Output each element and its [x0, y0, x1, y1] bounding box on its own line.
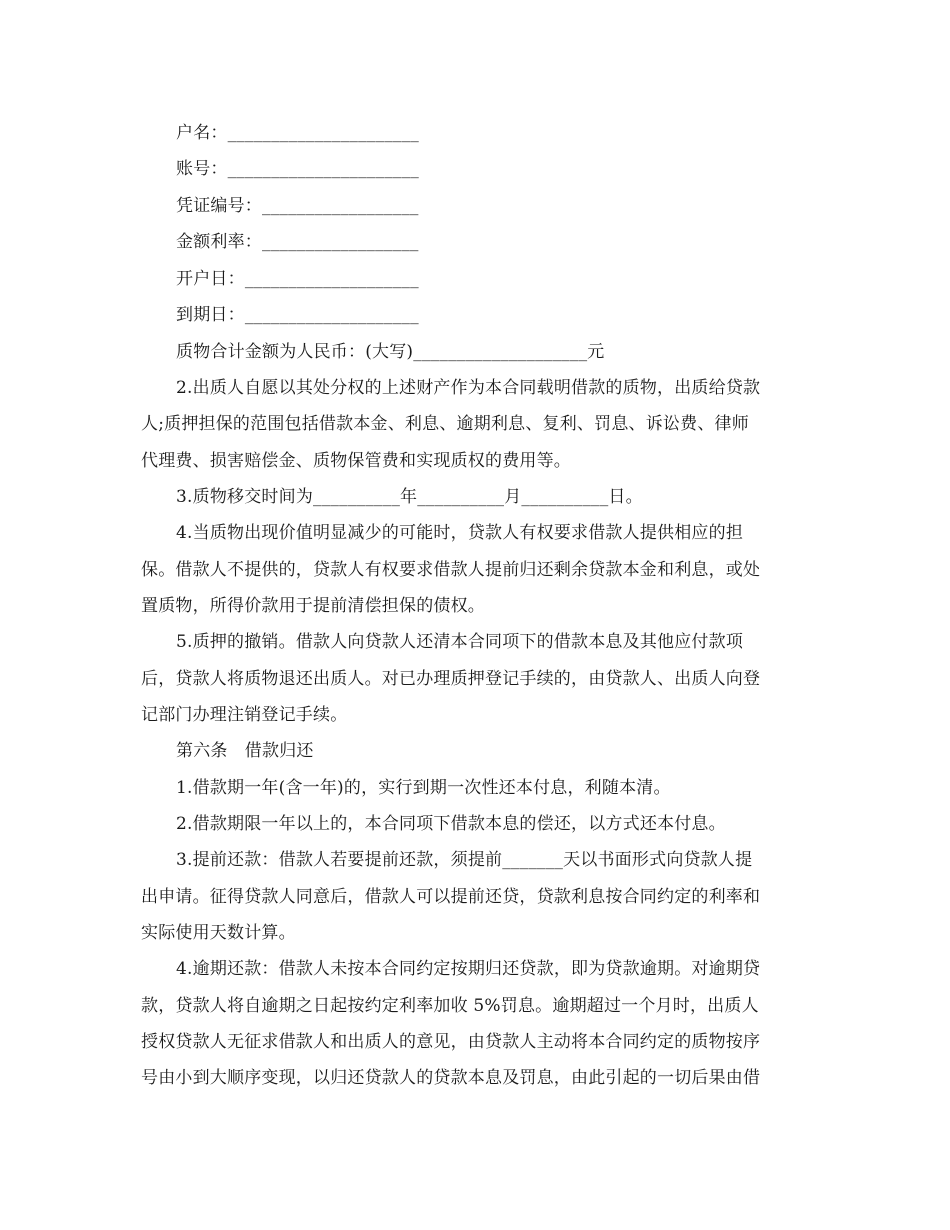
clause4-line: 保。借款人不提供的，贷款人有权要求借款人提前归还剩余贷款本金和利息，或处	[141, 560, 761, 580]
article6-item3-line: 实际使用天数计算。	[141, 923, 296, 943]
clause4-line: 4.当质物出现价值明显减少的可能时，贷款人有权要求借款人提供相应的担	[176, 523, 744, 543]
field-label: 账号：	[176, 159, 228, 179]
total-amount-line: 质物合计金额为人民币：(大写)____________________元	[176, 342, 605, 362]
field-label: 金额利率：	[176, 232, 262, 252]
field-blank: __________________	[262, 232, 419, 252]
field-label: 到期日：	[176, 305, 245, 325]
field-open-date	[176, 268, 419, 290]
clause3-line: 3.质物移交时间为__________年__________月__________日。	[176, 487, 643, 507]
clause5-line: 5.质押的撤销。借款人向贷款人还清本合同项下的借款本息及其他应付款项	[176, 632, 744, 652]
field-account-number	[176, 158, 419, 180]
article6-item4-line: 款，贷款人将自逾期之日起按约定利率加收 5%罚息。逾期超过一个月时，出质人	[141, 996, 759, 1016]
clause2-line: 代理费、损害赔偿金、质物保管费和实现质权的费用等。	[141, 451, 571, 471]
field-amount-rate	[176, 231, 419, 253]
field-voucher-number	[176, 195, 419, 217]
field-label: 凭证编号：	[176, 196, 262, 216]
clause5-line: 记部门办理注销登记手续。	[141, 705, 348, 725]
field-label: 户名：	[176, 123, 228, 143]
article6-item4-line: 4.逾期还款：借款人未按本合同约定按期归还贷款，即为贷款逾期。对逾期贷	[176, 959, 761, 979]
article6-item2: 2.借款期限一年以上的，本合同项下借款本息的偿还，以方式还本付息。	[176, 814, 726, 834]
field-blank: __________________	[262, 196, 419, 216]
article6-item1: 1.借款期一年(含一年)的，实行到期一次性还本付息，利随本清。	[176, 778, 671, 798]
clause4-line: 置质物，所得价款用于提前清偿担保的债权。	[141, 596, 485, 616]
clause2-line: 人;质押担保的范围包括借款本金、利息、逾期利息、复利、罚息、诉讼费、律师	[141, 414, 749, 434]
field-blank: ______________________	[227, 159, 420, 179]
field-label: 开户日：	[176, 269, 245, 289]
clause5-line: 后，贷款人将质物退还出质人。对已办理质押登记手续的，由贷款人、出质人向登	[141, 669, 761, 689]
article6-title: 第六条 借款归还	[176, 741, 314, 761]
article6-item4-line: 号由小到大顺序变现，以归还贷款人的贷款本息及罚息，由此引起的一切后果由借	[141, 1068, 761, 1088]
field-account-name	[176, 122, 419, 144]
article6-item3-line: 出申请。征得贷款人同意后，借款人可以提前还贷，贷款利息按合同约定的利率和	[141, 887, 761, 907]
article6-item4-line: 授权贷款人无征求借款人和出质人的意见，由贷款人主动将本合同约定的质物按序	[141, 1032, 761, 1052]
field-blank: ____________________	[244, 269, 419, 289]
article6-item3-line: 3.提前还款：借款人若要提前还款，须提前_______天以书面形式向贷款人提	[176, 850, 753, 870]
clause2-line: 2.出质人自愿以其处分权的上述财产作为本合同载明借款的质物，出质给贷款	[176, 378, 761, 398]
field-blank: ____________________	[244, 305, 419, 325]
field-blank: ______________________	[227, 123, 420, 143]
field-due-date	[176, 304, 419, 326]
